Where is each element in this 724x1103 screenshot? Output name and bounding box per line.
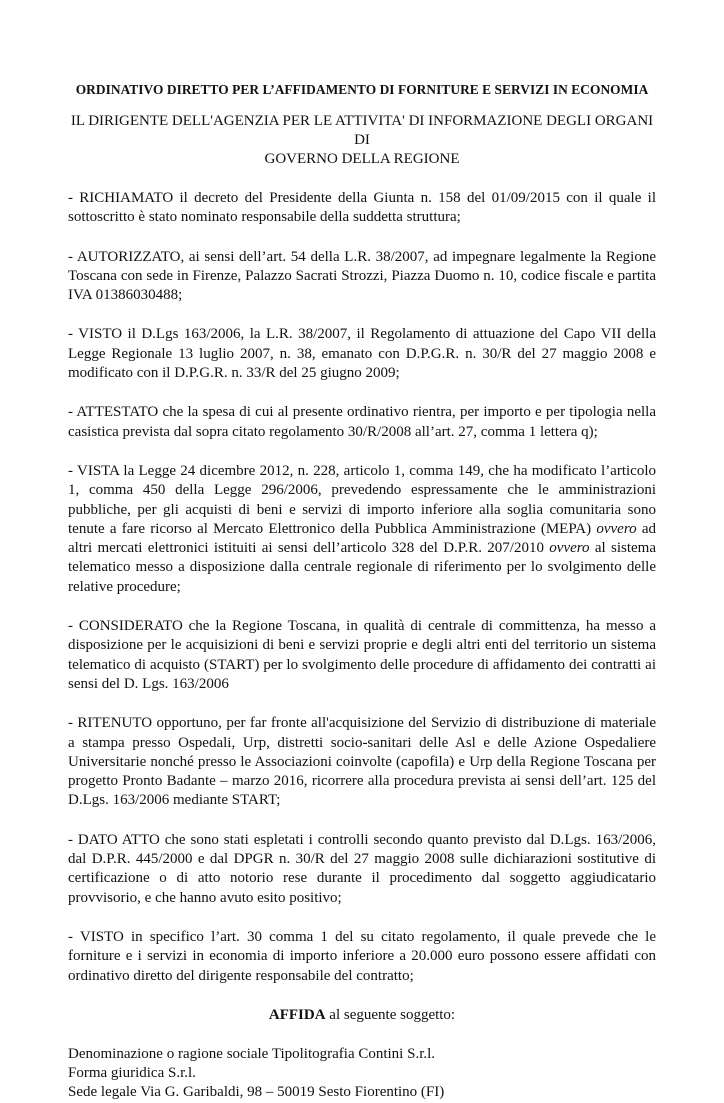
paragraph-autorizzato: - AUTORIZZATO, ai sensi dell’art. 54 della L.R. 38/2007, ad impegnare legalmente la Regione Toscana con sede in Firenze, Palazzo Sacrati Strozzi, Piazza Duomo n. 10, codice fiscale e partita IVA 01386030488;: [68, 248, 656, 304]
paragraph-visto-specifico: - VISTO in specifico l’art. 30 comma 1 del su citato regolamento, il quale prevede che le forniture e i servizi in economia di importo inferiore a 20.000 euro possono essere affidati con ordinativo diretto del dirigente responsabile del contratto;: [68, 928, 656, 984]
paragraph-vista: [68, 462, 656, 597]
document-heading: ORDINATIVO DIRETTO PER L’AFFIDAMENTO DI FORNITURE E SERVIZI IN ECONOMIA: [75, 82, 649, 97]
title-line-1: IL DIRIGENTE DELL'AGENZIA PER LE ATTIVITA' DI INFORMAZIONE DEGLI ORGANI DI: [70, 113, 654, 148]
vista-text-2: ad altri mercati elettronici istituiti ai sensi dell’articolo 328 del D.P.R. 207/2010: [68, 520, 656, 557]
title-line-2: GOVERNO DELLA REGIONE: [264, 151, 460, 167]
supplier-denominazione: Denominazione o ragione sociale Tipolitografia Contini S.r.l.: [68, 1045, 436, 1062]
paragraph-visto: - VISTO il D.Lgs 163/2006, la L.R. 38/2007, il Regolamento di attuazione del Capo VII della Legge Regionale 13 luglio 2007, n. 38, emanato con D.P.G.R. n. 30/R del 27 maggio 2008 e modificato con il D.P.G.R. n. 33/R del 25 giugno 2009;: [68, 326, 656, 382]
affida-keyword: AFFIDA: [268, 1006, 326, 1023]
paragraph-considerato: - CONSIDERATO che la Regione Toscana, in qualità di centrale di committenza, ha messo a disposizione per le acquisizioni di beni e servizi proprie e degli altri enti del territorio un sistema telematico di acquisto (START) per lo svolgimento delle procedure di affidamento dei contratti ai sensi del D. Lgs. 163/2006: [68, 618, 656, 692]
supplier-sede-legale: Sede legale Via G. Garibaldi, 98 – 50019 Sesto Fiorentino (FI): [68, 1084, 445, 1101]
paragraph-attestato: - ATTESTATO che la spesa di cui al presente ordinativo rientra, per importo e per tipologia nella casistica prevista dal sopra citato regolamento 30/R/2008 all’art. 27, comma 1 lettera q);: [68, 404, 656, 440]
supplier-info: [68, 1045, 656, 1103]
vista-emphasis-2: ovvero: [549, 540, 590, 557]
paragraph-richiamato: - RICHIAMATO il decreto del Presidente della Giunta n. 158 del 01/09/2015 con il quale il sottoscritto è stato nominato responsabile della suddetta struttura;: [68, 190, 656, 226]
vista-text-3: al sistema telematico messo a disposizione dalla centrale regionale di riferimento per lo svolgimento delle relative procedure;: [68, 540, 656, 595]
paragraph-dato-atto: - DATO ATTO che sono stati espletati i controlli secondo quanto previsto dal D.Lgs. 163/2006, dal D.P.R. 445/2000 e dal DPGR n. 30/R del 27 maggio 2008 sulle dichiarazioni sostitutive di certificazione o di atto notorio rese durante il procedimento dal soggetto aggiudicatario provvisorio, e che hanno avuto esito positivo;: [68, 831, 656, 906]
affida-text: al seguente soggetto:: [325, 1006, 456, 1023]
vista-text-1: - VISTA la Legge 24 dicembre 2012, n. 228, articolo 1, comma 149, che ha modificato l’articolo 1, comma 450 della Legge 296/2006, prevedendo espressamente che le amministrazioni pubbliche, per gli acquisti di beni e servizi di importo inferiore alla soglia comunitaria sono tenute a fare ricorso al Mercato Elettronico della Pubblica Amministrazione (MEPA): [68, 462, 656, 537]
document-title: [68, 112, 656, 169]
vista-emphasis-1: ovvero: [596, 520, 637, 537]
supplier-forma-giuridica: Forma giuridica S.r.l.: [68, 1065, 196, 1082]
document-page: [68, 82, 656, 1103]
affida-line: [68, 1006, 656, 1025]
paragraph-ritenuto: - RITENUTO opportuno, per far fronte all'acquisizione del Servizio di distribuzione di materiale a stampa presso Ospedali, Urp, distretti socio-sanitari delle Asl e delle Azione Ospedaliere Universitarie nonché presso le Associazioni coinvolte (capofila) e Urp della Regione Toscana per progetto Pronto Badante – marzo 2016, ricorrere alla procedura prevista ai sensi dell’art. 125 del D.Lgs. 163/2006 mediante START;: [68, 715, 656, 809]
